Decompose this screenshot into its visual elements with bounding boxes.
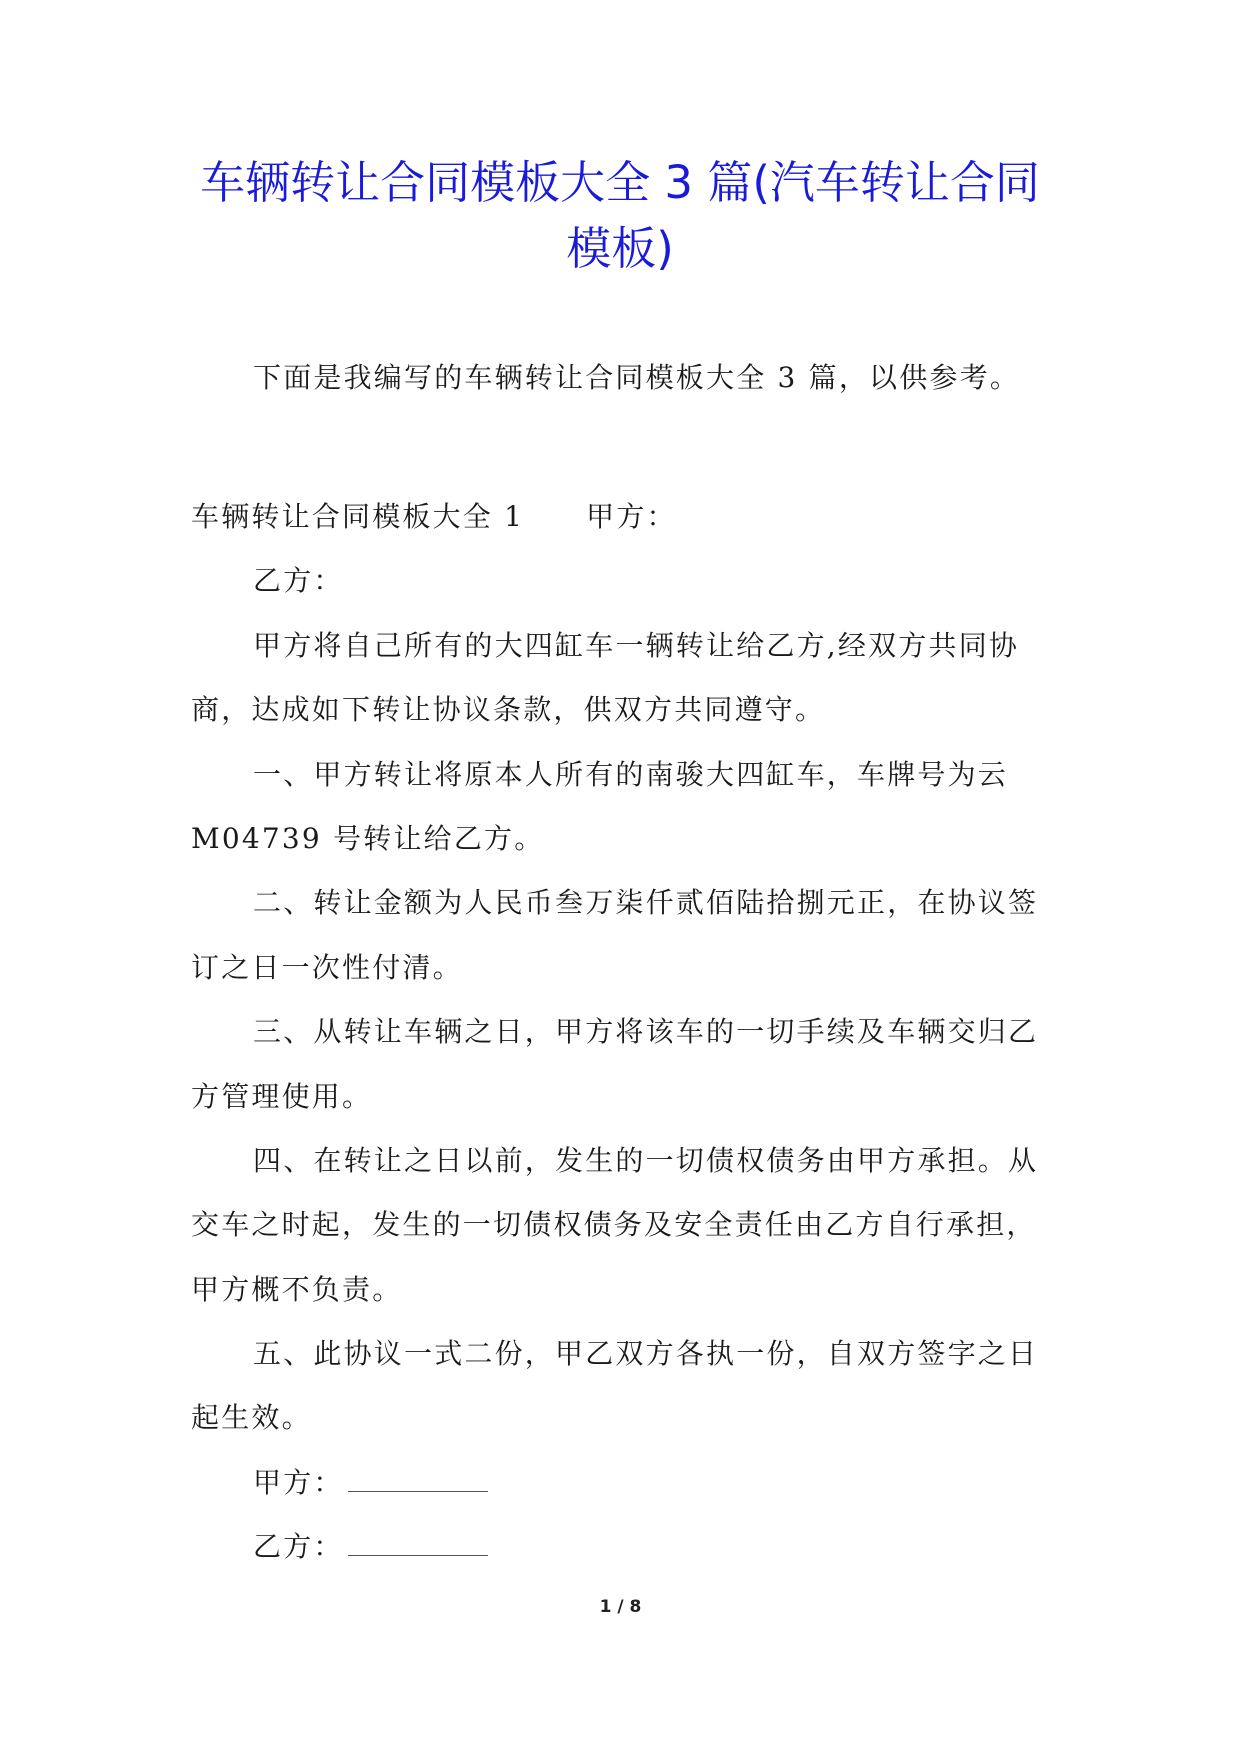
document-title — [150, 150, 1090, 282]
signature-party-a — [191, 1451, 1059, 1515]
clause-1: 一、甲方转让将原本人所有的南骏大四缸车，车牌号为云 — [253, 757, 1009, 791]
body-line: 商，达成如下转让协议条款，供双方共同遵守。 — [191, 693, 826, 727]
body-line: 起生效。 — [191, 1401, 312, 1435]
body-line: 方管理使用。 — [191, 1079, 373, 1113]
signature-b-blank — [348, 1533, 488, 1556]
body-line: 甲方将自己所有的大四缸车一辆转让给乙方,经双方共同协 — [253, 628, 1020, 662]
section-heading-row — [191, 485, 1059, 549]
signature-a-blank — [348, 1469, 488, 1492]
body-line: 订之日一次性付清。 — [191, 950, 463, 984]
body-line: 交车之时起，发生的一切债权债务及安全责任由乙方自行承担， — [191, 1208, 1037, 1242]
page-number: 1 / 8 — [599, 1597, 642, 1617]
party-b-label: 乙方： — [253, 564, 344, 598]
signature-b-label: 乙方： — [253, 1530, 344, 1564]
clause-2: 二、转让金额为人民币叁万柒仟贰佰陆拾捌元正，在协议签 — [253, 886, 1039, 920]
clause-3: 三、从转让车辆之日，甲方将该车的一切手续及车辆交归乙 — [253, 1015, 1039, 1049]
contract-body — [191, 485, 1059, 1580]
signature-a-label: 甲方： — [253, 1465, 344, 1499]
clause-4: 四、在转让之日以前，发生的一切债权债务由甲方承担。从 — [253, 1143, 1039, 1177]
title-line-1: 车辆转让合同模板大全 3 篇(汽车转让合同 — [200, 156, 1040, 209]
party-a-label: 甲方： — [586, 500, 677, 533]
signature-party-b — [191, 1515, 1059, 1579]
intro-paragraph: 下面是我编写的车辆转让合同模板大全 3 篇，以供参考。 — [253, 361, 1021, 394]
clause-5: 五、此协议一式二份，甲乙双方各执一份，自双方签字之日 — [253, 1337, 1039, 1371]
section-heading: 车辆转让合同模板大全 1 — [191, 500, 525, 533]
body-line: 甲方概不负责。 — [191, 1272, 403, 1306]
body-line: M04739 号转让给乙方。 — [191, 821, 545, 855]
title-line-2: 模板) — [566, 222, 674, 275]
